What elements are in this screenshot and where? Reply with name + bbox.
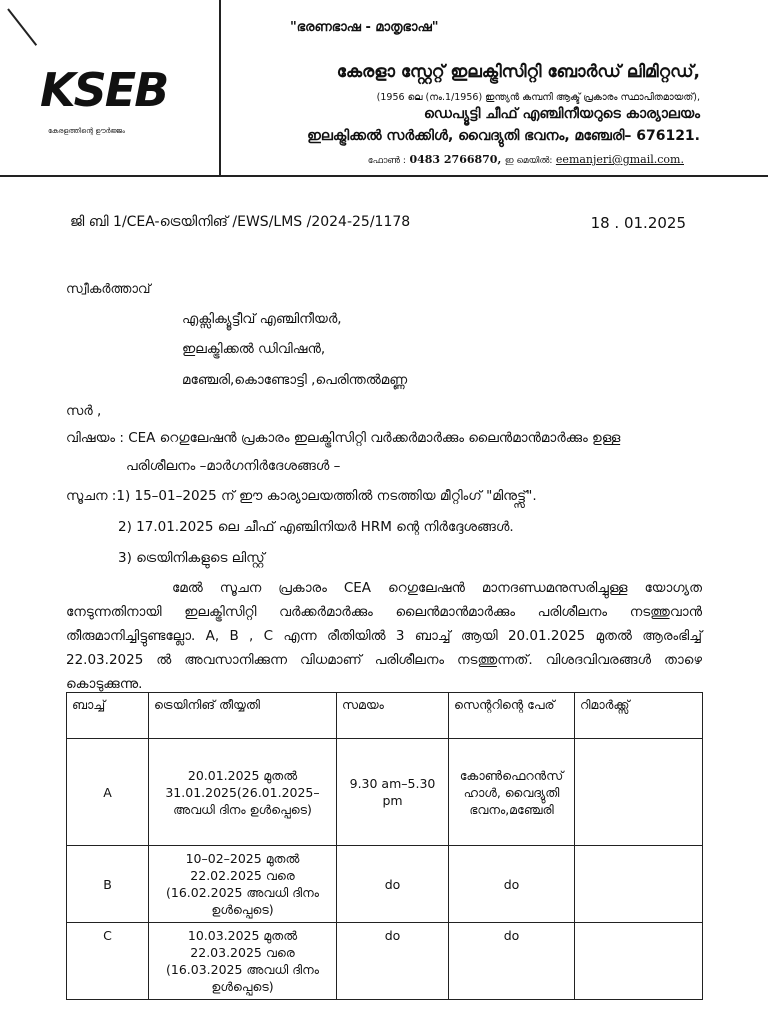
pen-mark [7,8,37,45]
column-header-date: ട്രെയിനിങ് തീയ്യതി [149,693,337,739]
letter-date: 18 . 01.2025 [590,214,686,232]
phone-label: ഫോൺ : [367,156,406,166]
email-label: ഇ മെയിൽ: [504,156,553,166]
addressee-line: മഞ്ചേരി,കൊണ്ടോട്ടി ,പെരിന്തൽമണ്ണ [182,372,408,388]
remarks-cell [575,923,703,1000]
salutation: സർ , [66,403,102,419]
time-cell: 9.30 am–5.30 pm [337,739,449,846]
date-cell: 20.01.2025 മുതൽ 31.01.2025(26.01.2025– അവധി ദിനം ഉൾപ്പെടെ) [149,739,337,846]
time-cell: do [337,923,449,1000]
batch-cell: A [67,739,149,846]
office-address: ഇലക്ട്രിക്കൽ സർക്കിൾ, വൈദ്യുതി ഭവനം, മഞ്ചേരി– 676121. [307,128,700,144]
column-header-time: സമയം [337,693,449,739]
reference-number: ജി ബി 1/CEA-ട്രെയിനിങ് /EWS/LMS /2024-25/1178 [70,214,411,230]
reference-2: 2) 17.01.2025 ലെ ചീഫ് എഞ്ചിനിയർ HRM ന്റെ നിർദ്ദേശങ്ങൾ. [118,519,514,535]
body-paragraph: മേൽ സൂചന പ്രകാരം CEA റെഗുലേഷൻ മാനദണ്ഡമനുസരിച്ചുള്ള യോഗ്യത നേടുന്നതിനായി ഇലക്ട്രിസിറ്റി വർക്കർമാർക്കും ലൈൻമാൻമാർക്കും പരിശീലനം നടത്തുവാൻ തീരുമാനിച്ചിട്ടുണ്ടല്ലോ. A, B , C എന്ന രീതിയിൽ 3 ബാച്ച് ആയി 20.01.2025 മുതൽ ആരംഭിച്ച് 22.03.2025 ൽ അവസാനിക്കുന്ന വിധമാണ് പരിശീലനം നടത്തുന്നത്. വിശദവിവരങ്ങൾ താഴെ കൊടുക്കുന്നു. [66,580,702,692]
training-schedule-table [66,692,703,1000]
motto: "ഭരണഭാഷ - മാതൃഭാഷ" [290,20,439,35]
logo-text: KSEB [40,63,168,117]
subject-line-continued: പരിശീലനം –മാർഗനിർദേശങ്ങൾ – [126,458,341,474]
table-header-row [67,693,703,739]
centre-cell: കോൺഫെറൻസ് ഹാൾ, വൈദ്യുതി ഭവനം,മഞ്ചേരി [449,739,575,846]
letterhead [0,0,768,178]
table-row [67,923,703,1000]
phone-number: 0483 2766870, [409,153,502,166]
column-header-remarks: റിമാർക്ക്സ് [575,693,703,739]
logo-subtitle: കേരളത്തിന്റെ ഊർജ്ജം [48,127,125,135]
contact-line [368,153,684,166]
letterhead-rule [0,175,768,177]
batch-cell: B [67,846,149,923]
centre-cell: do [449,923,575,1000]
letterhead-divider [219,0,221,176]
addressee-line: എക്സിക്യൂട്ടീവ് എഞ്ചിനീയർ, [182,311,342,327]
centre-cell: do [449,846,575,923]
table-row [67,739,703,846]
addressee-line: ഇലക്ട്രിക്കൽ ഡിവിഷൻ, [182,341,326,357]
organisation-name: കേരളാ സ്റ്റേറ്റ് ഇലക്ട്രിസിറ്റി ബോർഡ് ലിമിറ്റഡ്, [336,62,700,82]
email-link[interactable]: eemanjeri@gmail.com. [555,153,684,166]
column-header-batch: ബാച്ച് [67,693,149,739]
recipient-label: സ്വീകർത്താവ് [66,282,151,297]
column-header-centre: സെന്ററിന്റെ പേര് [449,693,575,739]
batch-cell: C [67,923,149,1000]
kseb-logo [40,63,168,149]
remarks-cell [575,739,703,846]
subject-line: വിഷയം : CEA റെഗുലേഷൻ പ്രകാരം ഇലക്ട്രിസിറ്റി വർക്കർമാർക്കും ലൈൻമാൻമാർക്കും ഉള്ള [66,430,621,446]
table-row [67,846,703,923]
date-cell: 10–02–2025 മുതൽ 22.02.2025 വരെ (16.02.2025 അവധി ദിനം ഉൾപ്പെടെ) [149,846,337,923]
office-name: ഡെപ്യൂട്ടി ചീഫ് എഞ്ചിനീയറുടെ കാര്യാലയം [423,106,700,122]
reference-1: സൂചന :1) 15–01–2025 ന് ഈ കാര്യാലയത്തിൽ നടത്തിയ മീറ്റിംഗ് "മിനുട്ട്സ്". [66,488,537,504]
reference-3: 3) ട്രെയിനികളുടെ ലിസ്റ്റ് [118,550,265,566]
remarks-cell [575,846,703,923]
date-cell: 10.03.2025 മുതൽ 22.03.2025 വരെ (16.03.2025 അവധി ദിനം ഉൾപ്പെടെ) [149,923,337,1000]
time-cell: do [337,846,449,923]
incorporation-note: (1956 ലെ (നം.1/1956) ഇന്ത്യൻ കമ്പനി ആക്ട് പ്രകാരം സ്ഥാപിതമായത്), [376,92,700,103]
